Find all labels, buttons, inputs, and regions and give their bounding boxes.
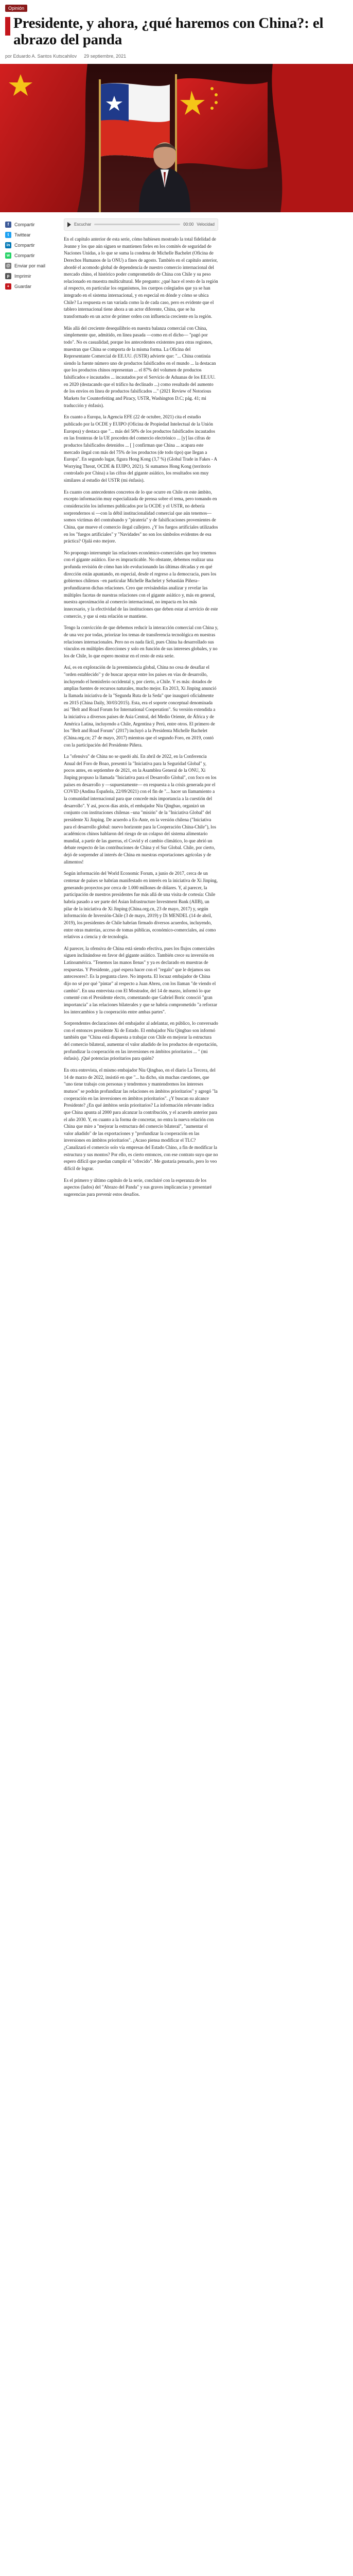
share-email[interactable] <box>5 261 62 271</box>
category-tag[interactable]: Opinión <box>5 5 27 12</box>
audio-rate[interactable]: Velocidad <box>197 222 215 227</box>
share-print[interactable] <box>5 271 62 281</box>
share-sidebar <box>5 218 62 1203</box>
article-paragraph: La "ofensiva" de China no se quedó ahí. En abril de 2022, en la Conferencia Anual del Foro de Boao, presentó la "Iniciativa para la Seguridad Global" y, pocos antes, en septiembre de 2021, en la Asamblea General de la ONU, Xi Jinping propuso la llamada "Iniciativa para el Desarrollo Global", con foco en los países en desarrollo y —supuestamente— en respuesta a la crisis generada por el COVID (Andina Española, 22/09/2021) con el fin de "... hacer un llamamiento a la comunidad internacional para que concede más importancia a la cuestión del desarrollo". Y así, pocos días atrás, el embajador Niu Qingbao, organizó un conjunto con instituciones chilenas –una "misión" de la "Iniciativa Global" del presidente Xi Jinping. De acuerdo a Ex-Ante, en la versión chilena ("Iniciativa para el desarrollo global: nuevo horizonte para la Cooperación China-Chile"), los académicos chinos hablaron del riesgo de un colapso del sistema alimentario mundial, a partir de las guerras, el Covid y el cambio climático, lo que abrió un debate respecto de las contribuciones de China y el Sur Global. Chile, por cierto, dejó de sorprender al interés de China en nuestras exportaciones agrícolas y de alimentos! <box>64 754 217 865</box>
share-label: Compartir <box>14 222 35 227</box>
article-paragraphs <box>64 236 218 1198</box>
bookmark-icon: + <box>5 283 11 290</box>
whatsapp-icon: w <box>5 252 11 259</box>
title-row <box>5 15 348 48</box>
article-paragraph: No propongo interrumpir las relaciones económico-comerciales que hoy tenemos con el gigante asiático. Ese es impracticable. No obstante, debemos realizar una profunda revisión de cómo han ido evolucionando las últimas décadas y en qué dirección están apuntando, en especial, desde el regreso a la democracia, pues los gobiernos chilenos –en particular Michelle Bachelet y Sebastián Piñera– profundizaron dichas relaciones. Creo que revisándolas analizar y revelar las múltiples facetas de nuestras relaciones con el gigante asiático y, más en general, nuestra aproximación al comercio internacional, no impacta en los más innecesario, y la efectividad de las instituciones que deben estar al servicio de este comercio, y que si esta relación se mantiene. <box>64 550 218 619</box>
article-paragraph: Es el primero y último capítulo de la serie, concluiré con la esperanza de los aspectos (lados) del "Abrazo del Panda" y sus graves implicancias y presentaré sugerencias para prevenir estos desafíos. <box>64 1177 212 1197</box>
share-label: Guardar <box>14 283 32 289</box>
mail-icon: @ <box>5 263 11 269</box>
article-title: Presidente, y ahora, ¿qué haremos con China?: el abrazo del panda <box>13 15 324 48</box>
article-paragraph: Al parecer, la ofensiva de China está siendo efectiva, pues los flujos comerciales siguen inclinándose en favor del gigante asiático. También crece su inversión en Latinoamérica. "Tenemos las manos llenas" y ya es declarado en muestras de respuestas. Y Presidente, ¿qué espera hacer con el "regalo" que le dejamos sus antecesores?. Es la pregunta clave. No importa. El locuaz embajador de China dijo no sé por qué "pintar" al respecto a Juan Abreu, con los llaman "de viendo el cambio". En una entrevista con El Mostrador, del 14 de marzo, informó lo que comenté con el Presidente electo, comentando que Gabriel Boric conoció "gran importancia" a las relaciones bilaterales y que se habría comprometido "a reforzar los intercambios y la cooperación entre ambas partes". <box>64 945 218 1014</box>
page-footer-space <box>0 1203 353 1213</box>
publish-date: 29 septiembre, 2021 <box>84 53 127 59</box>
hero-image <box>0 64 353 212</box>
share-whatsapp[interactable] <box>5 250 62 261</box>
print-icon: p <box>5 273 11 279</box>
share-save[interactable] <box>5 281 62 292</box>
article-header <box>0 0 353 59</box>
share-label: Compartir <box>14 252 35 258</box>
article-body-wrapper <box>0 212 353 1203</box>
article-paragraph: Es cuanto con antecedentes concretos de lo que ocurre en Chile en este ámbito, excepto información muy especializada de prensa sobre el tema, pero tomando en consideración los informes publicados por la OCDE y el USTR, no debería sorprendernos si —con la débil institucionalidad comercial que aún tenemos— somos víctimas del contrabando y "piratería" y de falsificaciones provenientes de China, que mueve el comercio ilegal callejero. ¿Y los fuegos artificiales utilizados en los "fuegos artificiales" y "Navidades" no son los símbolos evidentes de esa práctica? Ojalá esto mejore. <box>64 489 218 544</box>
audio-player[interactable] <box>64 218 218 231</box>
article-paragraph: En el capítulo anterior de esta serie, cómo hubiesen mostrado la total fidelidad de Jeanne y los que aún siguen se mantienen fieles en los comités de seguridad de Naciones Unidas, a lo que se suma la condena de Michelle Bachelet (Oficina de Derechos Humanos de la ONU) a fines de agosto. También en el capítulo anterior, abordé el acomodo global de dependencia de nuestro comercio internacional del mercado chino, el histórico poder comprometido de China con Chile y su peso relacionado en muestra multicultural. Me pregunto: ¿qué hace el resto de la región al respecto, en particular los organismos, los cuerpos colegiados que ya se han integrado en el sistema internacional, y en especial en dónde y cómo se ubica Chile? La respuesta es tan variada como la de cada caso, pero es evidente que el tablero internacional tiene ahora a un actor diferente, China, que se ha transformado en un actor de primer orden con influencia creciente en la región. <box>64 236 218 319</box>
article-paragraph: En cuanto a Europa, la Agencia EFE (22 de octubre, 2021) cita el estudio publicado por la OCDE y EUIPO (Oficina de Propiedad Intelectual de la Unión Europea) y destaca que "... más del 50% de los productos falsificados incautados en las fronteras de la UE proceden del comercio electrónico ... [y] las cifras de productos falsificados detenidos ... [ ] confirman que China ... acapara este mercado ilegal con más del 75% de los productos (de todo tipo) que llegan a Europa". En segundo lugar, figura Hong Kong (3,7 %) (Global Trade in Fakes - A Worrying Threat, OCDE & EUIPO, 2021). Si sumamos Hong Kong (territorio controlado por China) a las cifras del gigante asiático, los resultados son muy similares al estudio del USTR (mi énfasis). <box>64 414 217 483</box>
facebook-icon: f <box>5 222 11 228</box>
share-label: Compartir <box>14 242 35 248</box>
play-icon[interactable] <box>67 222 71 227</box>
hero-photo-flags <box>0 64 353 212</box>
audio-time: 00:00 <box>183 222 194 227</box>
share-twitter[interactable] <box>5 230 62 240</box>
linkedin-icon: in <box>5 242 11 248</box>
share-label: Twittear <box>14 232 31 238</box>
article-content <box>64 218 218 1203</box>
audio-progress-bar[interactable] <box>94 224 180 225</box>
article-paragraph: En otra entrevista, el mismo embajador Niu Qingbao, en el diario La Tercera, del 14 de marzo de 2022, insistió en que "... ha dicho, sin muchas cuestiones, que "uno tiene trabajo con personas y tendremos y mantendremos los intereses mutuos" se podrán profundizar las relaciones en ámbitos prioritarios" y agregó "la cooperación en las inversiones en ámbitos prioritarios". ¿Y buscan su alcance Presidente? ¿En qué ámbitos serán prioritarios? La información relevante indica que China apunta al 2000 para alcanzar la contribución, y el acuerdo anterior para el año 2030. Y, en cuanto a la forma de concretar, no entra la nueva relación con China que mire a "mejorar la estructura del comercio bilateral", "aumentar el valor añadido" de las exportaciones y "profundizar la cooperación en las inversiones en ámbitos prioritarios". ¿Acaso piensa modificar el TLC? ¿Canalizará el comercio solo vía empresas del Estado Chino, a fin de modificar la estructura y sus montos? Por ello, es cierto entonces, con ese contrato suyo que no espero difícil que puedan cumplir el "ofrecido". Me gustaría pensarlo, pero lo veo difícil de lograr. <box>64 1067 218 1172</box>
share-label: Enviar por mail <box>14 263 46 268</box>
audio-label: Escuchar <box>74 222 92 227</box>
share-linkedin[interactable] <box>5 240 62 250</box>
article-paragraph: Sorprendentes declaraciones del embajador al adelantar, en público, lo conversado con el entonces presidente Xi de Estado. El embajador Niu Qingbao son informó también que "China está dispuesta a trabajar con Chile en mejorar la estructura del comercio bilateral, aumentar el valor añadido de los productos de exportación, profundizar la cooperación en las inversiones en ámbitos prioritarios ... " (mi énfasis). ¡Qué potencias prioritarios para quién? <box>64 1021 218 1061</box>
author[interactable]: por Eduardo A. Santos Kutscahilov <box>5 53 77 59</box>
article-paragraph: Así, es en exploración de la preeminencia global, China no cesa de desafiar el "orden establecido" y de buscar apoyar entre los países en vías de desarrollo, incluyendo el hemisferio occidental y, por cierto, a Chile. Y es más: dotados de amplias fuentes de recursos naturales, mucho mejor. En 2013, Xi Jinping anunció la llamada iniciativa de la "Segunda Ruta de la Seda" que inauguró oficialmente en 2015 (China Daily, 30/03/2015). Esta, era el soporte conceptual denominada así "Belt and Road Forum for International Cooperation". Su versión extendida a la iniciativa a diversos países de Asia Central, del Medio Oriente, de África y de América Latina, incluyendo a Chile, Argentina y Perú, entre otros. El primero de los "Belt and Road Forum" (2017) incluyó a la Presidenta Michelle Bachelet (China.org.cn; 27 de mayo, 2017) mientras que el segundo Foro, en 2019, contó con la participación del Presidente Piñera. <box>64 665 217 748</box>
article-paragraph: Según información del World Economic Forum, a junio de 2017, cerca de un centenar de países se habrían manifestado en interés en la iniciativa de Xi Jinping, generando proyectos por cerca de 1.000 millones de dólares. Y, al parecer, la participación de nuestros presidentes fue más allá de una visita de cortesía: Chile habría pasado a ser parte del Asian Infrastructure Investment Bank (AIIB), un pilar de la iniciativa de Xi Jinping (China.org.cn, 23 de mayo, 2017) y, según información de Inversión-Chile (3 de mayo, 2019) y Di MENDEL (14 de abril, 2019), los presidentes de Chile habrían firmado diversos acuerdos, incluyendo, entre otras materias, acceso de tomas públicas, económico-comerciales, así como relativos a ciencia y de tecnología. <box>64 871 218 940</box>
article-page <box>0 0 353 1213</box>
article-paragraph: Tengo la convicción de que debemos reducir la interacción comercial con China y, de una vez por todas, priorizar los temas de transferencia tecnológica en nuestras relaciones internacionales. Pero no es nada fácil, pues China ha desarrollado sus vínculos en múltiples direcciones y solo en función de sus intereses globales, y no los de Chile, lo que espero mostrar en el resto de esta serie. <box>64 625 219 658</box>
title-accent-bar <box>5 17 10 36</box>
share-label: Imprimir <box>14 273 31 279</box>
share-facebook[interactable] <box>5 219 62 230</box>
article-paragraph: Más allá del creciente desequilibrio en nuestra balanza comercial con China, simplemente que, admitido, en línea pasada —como en el dicho— "pagó por todo". No es casualidad, porque los antecedentes existentes para otras regiones, muestran que China se comporta de la misma forma. La Oficina del Representante Comercial de EE.UU. (USTR) advierte que: "... China continúa siendo la fuente número uno de productos falsificados en el mundo ... la destacan que los productos chinos representan ... el 87% del volumen de productos falsificados e incautados ... incautados por el Servicio de Aduanas de los EE.UU. en 2020 (destacando que el tráfico ha declinado ...) como resultado del aumento de los envíos en línea de productos falsificados ..." (2021 Review of Notorious Markets for Counterfeiting and Piracy, USTR, Washington D.C; pág. 41; mi traducción y énfasis). <box>64 325 216 408</box>
twitter-icon: t <box>5 232 11 238</box>
right-column <box>218 218 348 1203</box>
byline <box>5 54 348 59</box>
